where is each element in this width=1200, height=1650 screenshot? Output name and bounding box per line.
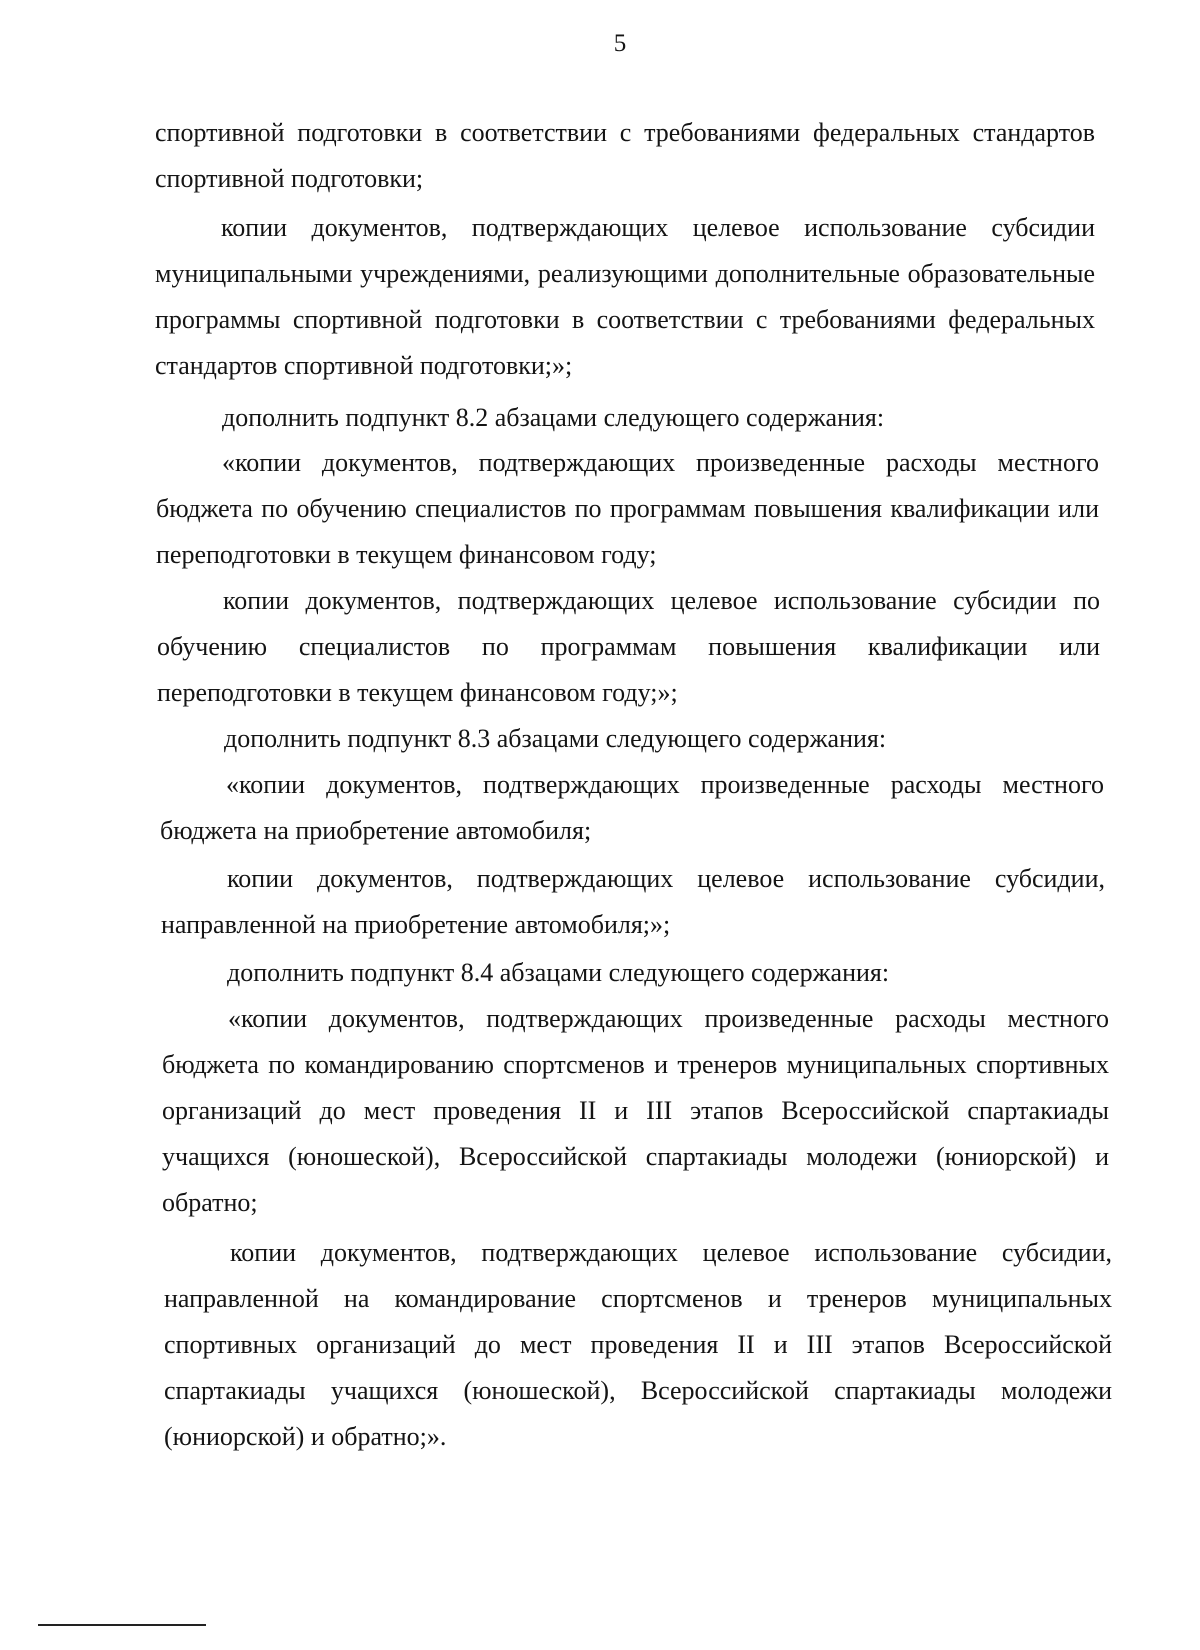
paragraph-7: «копии документов, подтверждающих произведенные расходы местного бюджета на приобретение автомобиля; [160,770,1104,845]
page-number: 5 [613,30,627,57]
paragraph-3: дополнить подпункт 8.2 абзацами следующего содержания: [222,403,885,432]
paragraph-5: копии документов, подтверждающих целевое использование субсидии по обучению специалистов по программам повышения квалификации или переподготовки в текущем финансовом году;»; [157,586,1100,707]
paragraph-11: копии документов, подтверждающих целевое использование субсидии, направленной на командирование спортсменов и тренеров муниципальных спортивных организаций до мест проведения II и III этапов Всероссийской спартакиады учащихся (юношеской), Всероссийской спартакиады молодежи (юниорской) и обратно;». [164,1238,1112,1451]
paragraph-1: спортивной подготовки в соответствии с требованиями федеральных стандартов спортивной подготовки; [155,118,1095,193]
paragraph-9: дополнить подпункт 8.4 абзацами следующего содержания: [227,958,890,987]
paragraph-10: «копии документов, подтверждающих произведенные расходы местного бюджета по командированию спортсменов и тренеров муниципальных спортивных организаций до мест проведения II и III этапов Всероссийской спартакиады учащихся (юношеской), Всероссийской спартакиады молодежи (юниорской) и обратно; [162,1004,1109,1217]
paragraph-8: копии документов, подтверждающих целевое использование субсидии, направленной на приобретение автомобиля;»; [161,864,1105,939]
footnote-separator [38,1624,206,1626]
paragraph-4: «копии документов, подтверждающих произведенные расходы местного бюджета по обучению специалистов по программам повышения квалификации или переподготовки в текущем финансовом году; [156,448,1099,569]
paragraph-6: дополнить подпункт 8.3 абзацами следующего содержания: [224,724,887,753]
paragraph-2: копии документов, подтверждающих целевое использование субсидии муниципальными учреждениями, реализующими дополнительные образовательные программы спортивной подготовки в соответствии с требованиями федеральных стандартов спортивной подготовки;»; [155,213,1095,380]
